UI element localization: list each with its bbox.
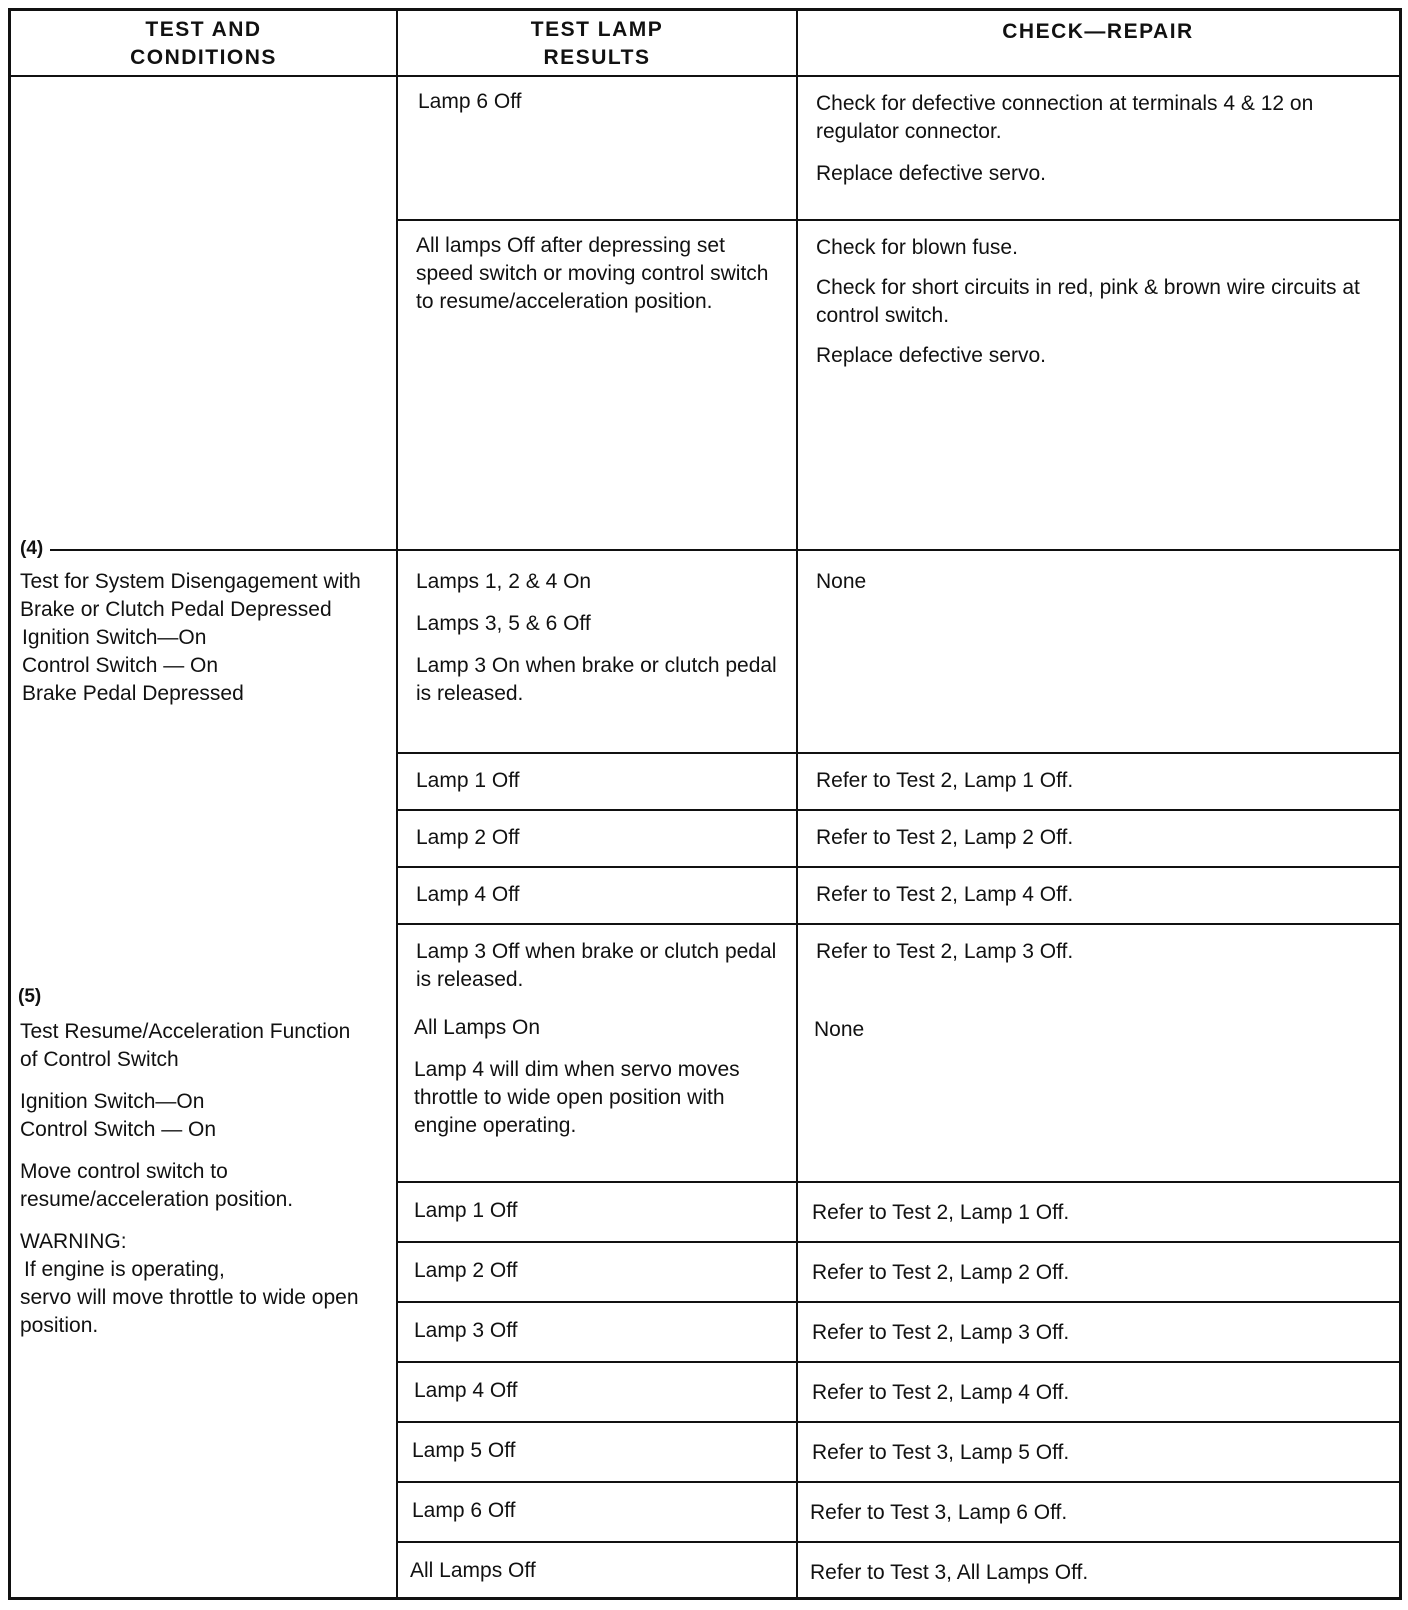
check-cell [812, 1259, 1382, 1287]
row-divider [396, 1301, 1402, 1303]
check-text: Replace defective servo. [816, 344, 1046, 367]
condition: Control Switch — On [22, 654, 219, 677]
instruction: Move control switch to resume/acceleration position. [20, 1160, 294, 1211]
result-cell [416, 568, 786, 708]
check-text: Replace defective servo. [816, 162, 1046, 185]
result-text: Lamp 2 Off [414, 1259, 518, 1282]
check-text: None [814, 1018, 865, 1041]
check-cell [816, 938, 1386, 966]
condition: Control Switch — On [20, 1118, 217, 1141]
check-text: Refer to Test 2, Lamp 3 Off. [816, 940, 1074, 963]
row-divider [396, 1361, 1402, 1363]
header-line: TEST LAMP [530, 18, 664, 41]
result-text: Lamp 4 Off [414, 1379, 518, 1402]
result-cell [414, 1197, 784, 1225]
check-text: Check for blown fuse. [816, 236, 1018, 259]
check-cell [816, 234, 1386, 370]
result-cell [416, 767, 786, 795]
result-text: Lamp 2 Off [416, 826, 520, 849]
check-cell [810, 1499, 1380, 1527]
result-cell [416, 938, 786, 994]
check-text: Check for defective connection at terminals 4 & 12 on regulator connector. [816, 92, 1314, 143]
check-cell [816, 824, 1386, 852]
header-test-conditions [11, 16, 396, 72]
check-text: Refer to Test 2, Lamp 1 Off. [816, 769, 1074, 792]
condition: Ignition Switch—On [22, 626, 207, 649]
result-text: Lamp 4 Off [416, 883, 520, 906]
check-text: Refer to Test 3, Lamp 5 Off. [812, 1441, 1070, 1464]
row-divider [396, 1421, 1402, 1423]
result-text: Lamp 4 will dim when servo moves throttle to wide open position with engine operating. [414, 1058, 740, 1137]
condition: Ignition Switch—On [20, 1090, 205, 1113]
header-test-lamp-results [398, 16, 796, 72]
check-cell [816, 90, 1386, 188]
check-text: None [816, 570, 867, 593]
test-5-conditions [20, 1018, 360, 1340]
result-cell [412, 1497, 782, 1525]
header-line: CONDITIONS [130, 46, 277, 69]
result-text: All Lamps On [414, 1016, 541, 1039]
result-cell [412, 1437, 782, 1465]
test-title: Test Resume/Acceleration Function of Control Switch [20, 1020, 351, 1071]
check-text: Refer to Test 2, Lamp 2 Off. [812, 1261, 1070, 1284]
row-divider [396, 1181, 1402, 1183]
check-text: Check for short circuits in red, pink & brown wire circuits at control switch. [816, 276, 1360, 327]
row-divider [396, 866, 1402, 868]
result-cell [416, 824, 786, 852]
result-cell [414, 1014, 784, 1140]
check-text: Refer to Test 3, Lamp 6 Off. [810, 1501, 1068, 1524]
check-text: Refer to Test 2, Lamp 4 Off. [816, 883, 1074, 906]
header-check-repair: CHECK—REPAIR [1002, 20, 1194, 43]
result-cell [418, 88, 788, 116]
condition: Brake Pedal Depressed [22, 682, 244, 705]
header-divider [8, 75, 1402, 77]
check-cell [812, 1319, 1382, 1347]
check-cell [812, 1379, 1382, 1407]
check-cell [812, 1199, 1382, 1227]
result-text: All Lamps Off [410, 1559, 536, 1582]
check-text: Refer to Test 2, Lamp 4 Off. [812, 1381, 1070, 1404]
check-cell [812, 1439, 1382, 1467]
result-text: Lamps 1, 2 & 4 On [416, 570, 592, 593]
result-text: Lamps 3, 5 & 6 Off [416, 612, 591, 635]
result-text: Lamp 1 Off [414, 1199, 518, 1222]
row-divider [396, 752, 1402, 754]
warning-label: WARNING: [20, 1230, 127, 1253]
result-cell [416, 232, 786, 316]
check-cell [814, 1016, 1384, 1044]
result-text: All lamps Off after depressing set speed switch or moving control switch to resume/acceleration position. [416, 234, 769, 313]
check-cell [816, 881, 1386, 909]
result-cell [414, 1317, 784, 1345]
warning-text: If engine is operating, [24, 1258, 225, 1281]
result-text: Lamp 3 On when brake or clutch pedal is released. [416, 654, 777, 705]
result-cell [414, 1377, 784, 1405]
result-text: Lamp 1 Off [416, 769, 520, 792]
header-line: TEST AND [145, 18, 262, 41]
result-text: Lamp 6 Off [412, 1499, 516, 1522]
result-text: Lamp 5 Off [412, 1439, 516, 1462]
row-divider [396, 1241, 1402, 1243]
result-text: Lamp 6 Off [418, 90, 522, 113]
check-cell [816, 568, 1386, 596]
warning-text: servo will move throttle to wide open position. [20, 1286, 359, 1337]
row-divider [396, 1481, 1402, 1483]
result-text: Lamp 3 Off [414, 1319, 518, 1342]
test-4-conditions [20, 568, 385, 708]
test-5-number: (5) [18, 986, 42, 1007]
row-divider [396, 1541, 1402, 1543]
check-cell [816, 767, 1386, 795]
check-text: Refer to Test 2, Lamp 1 Off. [812, 1201, 1070, 1224]
check-cell [810, 1559, 1380, 1587]
row-divider [396, 219, 1402, 221]
result-cell [410, 1557, 780, 1585]
row-divider [396, 923, 1402, 925]
check-text: Refer to Test 2, Lamp 2 Off. [816, 826, 1074, 849]
result-cell [416, 881, 786, 909]
row-divider [50, 549, 1402, 551]
header-line: RESULTS [543, 46, 651, 69]
check-text: Refer to Test 2, Lamp 3 Off. [812, 1321, 1070, 1344]
result-cell [414, 1257, 784, 1285]
row-divider [396, 809, 1402, 811]
test-4-number: (4) [20, 538, 44, 559]
check-text: Refer to Test 3, All Lamps Off. [810, 1561, 1089, 1584]
test-title: Test for System Disengagement with Brake or Clutch Pedal Depressed [20, 570, 361, 621]
result-text: Lamp 3 Off when brake or clutch pedal is released. [416, 940, 777, 991]
